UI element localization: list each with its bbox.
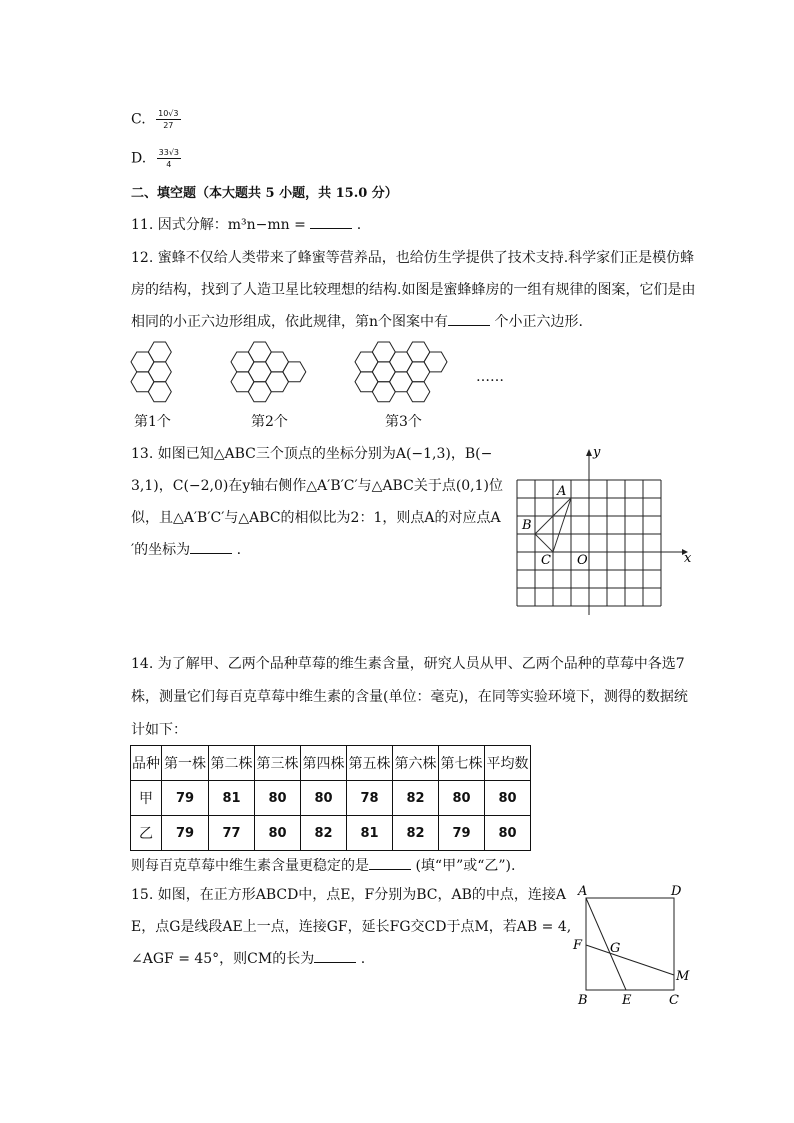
cell: 82	[393, 816, 439, 851]
cell: 80	[301, 781, 347, 816]
answer-blank	[190, 541, 232, 554]
x-axis-label: x	[684, 551, 692, 566]
point-a-label: A	[557, 484, 567, 499]
q13-line-4	[131, 541, 241, 559]
cell: 80	[255, 781, 301, 816]
q13-line-3: 似，且△A′B′C′与△ABC的相似比为2：1，则点A的对应点A	[131, 510, 501, 526]
ellipsis: ……	[476, 369, 504, 385]
hexagon	[148, 362, 171, 382]
q15-end: .	[360, 951, 366, 967]
q12-text: 相同的小正六边形组成，依此规律，第n个图案中有	[131, 314, 449, 330]
cell: 80	[485, 781, 531, 816]
table-row	[131, 781, 531, 816]
origin-label: O	[577, 553, 588, 568]
option-c-label: C.	[131, 111, 146, 128]
option-d-fraction	[157, 147, 181, 170]
vitamin-table	[130, 745, 531, 851]
point-b-label: B	[522, 518, 532, 533]
point-d-label: D	[671, 884, 682, 899]
y-axis-label: y	[593, 445, 601, 460]
answer-blank	[310, 216, 352, 229]
hexagon	[407, 382, 430, 402]
point-g-label: G	[610, 941, 621, 956]
answer-blank	[314, 950, 356, 963]
point-e-label: E	[622, 993, 632, 1008]
hexagon	[248, 382, 271, 402]
cell: 甲	[131, 781, 162, 816]
hexagon	[148, 342, 171, 362]
question-11	[131, 216, 361, 234]
header-cell: 第四株	[301, 746, 347, 781]
cell: 78	[347, 781, 393, 816]
option-c	[131, 108, 181, 131]
q12-end: 个小正六边形.	[490, 314, 583, 330]
q13-line-2: 3,1)，C(−2,0)在y轴右侧作△A′B′C′与△ABC关于点(0,1)位	[131, 478, 504, 494]
point-c-label: C	[669, 993, 679, 1008]
cell: 81	[347, 816, 393, 851]
figure-label-2: 第2个	[251, 414, 288, 430]
q14-line-2: 株，测量它们每百克草莓中维生素的含量(单位：毫克)，在同等实验环境下，测得的数据统	[131, 689, 688, 705]
header-cell: 第五株	[347, 746, 393, 781]
q15-text: ∠AGF = 45°，则CM的长为	[131, 951, 315, 967]
point-f-label: F	[573, 938, 583, 953]
hexagon	[372, 382, 395, 402]
segment-fm	[586, 945, 674, 975]
hexagon	[148, 382, 171, 402]
hexagon	[283, 362, 306, 382]
q15-line-3	[131, 950, 365, 968]
point-c-label: C	[541, 553, 551, 568]
q15-line-1: 15. 如图，在正方形ABCD中，点E，F分别为BC，AB的中点，连接A	[131, 887, 567, 903]
option-d-label: D.	[131, 150, 147, 167]
q12-line-1: 12. 蜜蜂不仅给人类带来了蜂蜜等营养品，也给仿生学提供了技术支持.科学家们正是模仿蜂	[131, 250, 695, 266]
y-axis-arrow-icon	[586, 449, 592, 456]
denominator: 27	[163, 121, 174, 130]
q14-end: (填“甲”或“乙”).	[415, 858, 516, 874]
q15-line-2: E，点G是线段AE上一点，连接GF，延长FG交CD于点M，若AB = 4,	[131, 919, 572, 935]
cell: 80	[439, 781, 485, 816]
q12-line-3	[131, 313, 583, 331]
hexagon	[248, 342, 271, 362]
q14-answer-line	[131, 857, 515, 875]
header-cell: 平均数	[485, 746, 531, 781]
hexagon	[424, 352, 447, 372]
q11-text: 11. 因式分解：m³n−mn =	[131, 217, 306, 233]
q13-line-1: 13. 如图已知△ABC三个顶点的坐标分别为A(−1,3)，B(−	[131, 446, 493, 462]
numerator: 33√3	[158, 148, 180, 157]
q13-text: ′的坐标为	[131, 542, 191, 558]
point-a-label: A	[578, 884, 588, 899]
cell: 80	[485, 816, 531, 851]
cell: 79	[162, 781, 209, 816]
header-cell: 第一株	[162, 746, 209, 781]
figure-label-3: 第3个	[385, 414, 422, 430]
q12-line-2: 房的结构，找到了人造卫星比较理想的结构.如图是蜜蜂蜂房的一组有规律的图案，它们是由	[131, 282, 696, 298]
hexagon	[407, 342, 430, 362]
q14-line-1: 14. 为了解甲、乙两个品种草莓的维生素含量，研究人员从甲、乙两个品种的草莓中各选7	[131, 656, 685, 672]
hexagon	[407, 362, 430, 382]
hexagon	[372, 362, 395, 382]
section-heading: 二、填空题（本大题共 5 小题，共 15.0 分）	[131, 186, 398, 201]
q13-end: .	[236, 542, 242, 558]
cell: 82	[393, 781, 439, 816]
header-cell: 第二株	[209, 746, 255, 781]
q14-line-3: 计如下：	[131, 722, 187, 738]
figure-label-1: 第1个	[134, 414, 171, 430]
header-cell: 第七株	[439, 746, 485, 781]
cell: 81	[209, 781, 255, 816]
cell: 82	[301, 816, 347, 851]
option-d	[131, 147, 181, 170]
square-abcd	[586, 898, 674, 990]
q11-end: .	[356, 217, 362, 233]
point-m-label: M	[676, 969, 690, 984]
q14-text: 则每百克草莓中维生素含量更稳定的是	[131, 858, 369, 874]
answer-blank	[369, 857, 411, 870]
coordinate-grid-figure	[500, 440, 700, 620]
cell: 79	[439, 816, 485, 851]
header-cell: 第三株	[255, 746, 301, 781]
numerator: 10√3	[158, 109, 179, 118]
hexagon	[248, 362, 271, 382]
header-cell: 第六株	[393, 746, 439, 781]
hexagon	[372, 342, 395, 362]
square-figure	[565, 880, 705, 1010]
cell: 77	[209, 816, 255, 851]
cell: 79	[162, 816, 209, 851]
table-header-row	[131, 746, 531, 781]
header-cell: 品种	[131, 746, 162, 781]
denominator: 4	[166, 160, 172, 169]
answer-blank	[448, 313, 490, 326]
cell: 80	[255, 816, 301, 851]
cell: 乙	[131, 816, 162, 851]
table-row	[131, 816, 531, 851]
point-b-label: B	[578, 993, 588, 1008]
option-c-fraction	[156, 108, 180, 131]
